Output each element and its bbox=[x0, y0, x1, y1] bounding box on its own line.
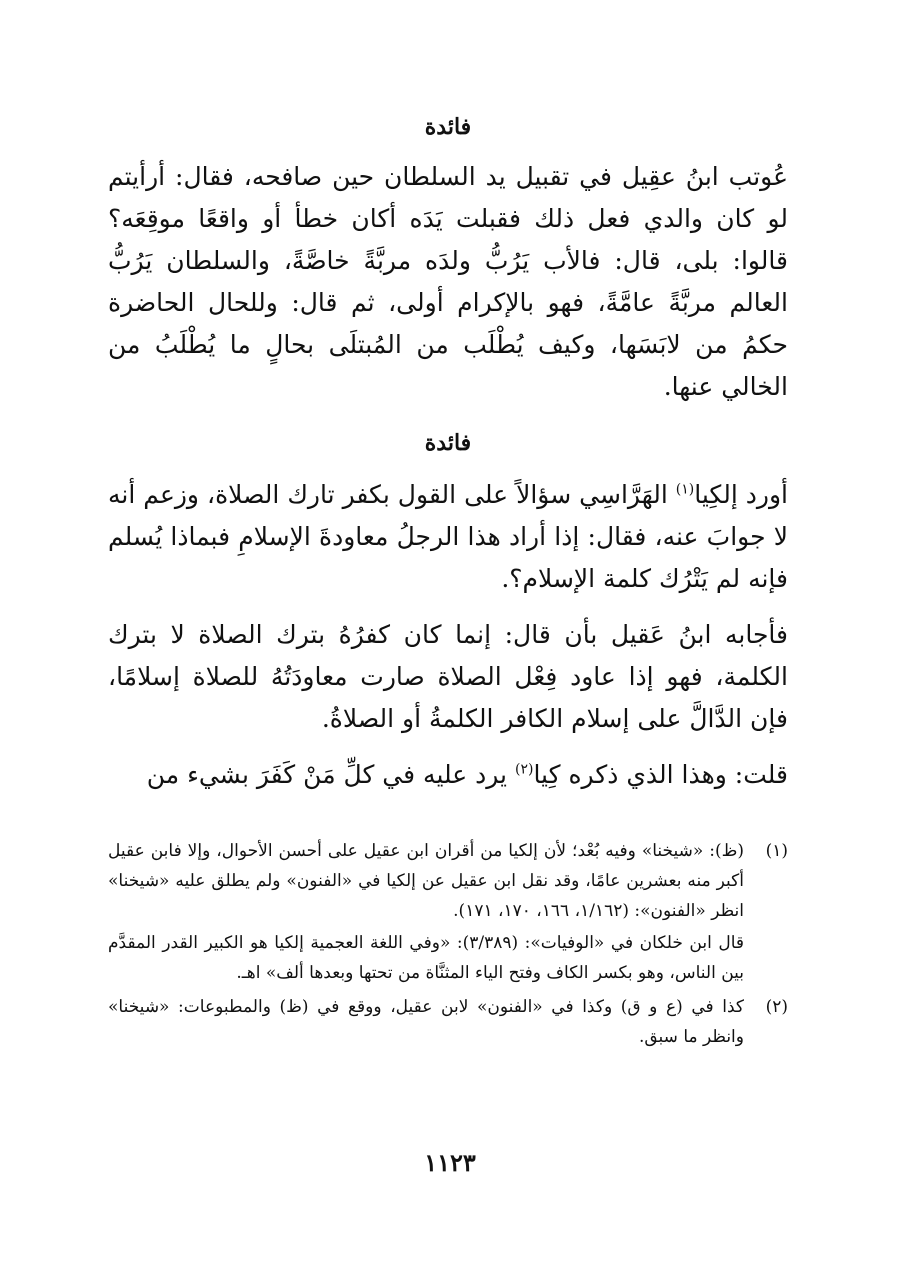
footnote-body bbox=[108, 992, 744, 1052]
footnote-ref-2: (٢) bbox=[514, 761, 534, 778]
footnote-ref-1: (١) bbox=[675, 481, 695, 498]
p3-text-start: قلت: وهذا الذي ذكره كِيا bbox=[533, 760, 788, 789]
footnote-body bbox=[108, 836, 744, 988]
paragraph-ibn-aqil-kissing-hand: عُوتب ابنُ عقِيل في تقبيل يد السلطان حين صافحه، فقال: أرأيتم لو كان والدي فعل ذلك فقبلت يَدَه أكان خطأ أو واقعًا موقِعَه؟ قالوا: بلى، قال: فالأب يَرُبُّ ولدَه مربَّةً خاصَّةً، والسلطان يَرُبُّ العالم مربَّةً عامَّةً، فهو بالإكرام أولى، ثم قال: وللحال الحاضرة حكمُ من لابَسَها، وكيف يُطْلَب من المُبتلَى بحالٍ ما يُطْلَبُ من الخالي عنها. bbox=[108, 162, 788, 401]
p3-text-end: يرد عليه في كلِّ مَنْ كَفَرَ بشيء من bbox=[146, 760, 515, 789]
book-page bbox=[108, 108, 788, 1056]
paragraph-ilkiya-question bbox=[108, 474, 788, 600]
footnote-number: (١) bbox=[765, 841, 788, 861]
paragraph-author-comment bbox=[108, 754, 788, 796]
section-heading-1: فائدة bbox=[424, 114, 472, 140]
paragraph-ibn-aqil-answer: فأجابه ابنُ عَقيل بأن قال: إنما كان كفرُهُ بترك الصلاة لا بترك الكلمة، فهو إذا عاود فِعْل الصلاة صارت معاودَتُهُ للصلاة إسلامًا، فإن الدَّالَّ على إسلام الكافر الكلمةُ أو الصلاةُ. bbox=[108, 620, 788, 733]
footnote-number: (٢) bbox=[765, 997, 788, 1017]
section-heading-2: فائدة bbox=[424, 430, 472, 456]
footnotes bbox=[108, 836, 788, 1052]
footnote-text: كذا في (ع و ق) وكذا في «الفنون» لابن عقيل، ووقع في (ظ) والمطبوعات: «شيخنا» وانظر ما سبق. bbox=[108, 997, 744, 1047]
page-number: ١١٢٣ bbox=[424, 1148, 476, 1177]
footnote-1 bbox=[108, 836, 788, 988]
footnote-2 bbox=[108, 992, 788, 1052]
footnote-continuation: قال ابن خلكان في «الوفيات»: (٣/٣٨٩): «وفي اللغة العجمية إلكيا هو الكبير القدر المقدَّم بين الناس، وهو بكسر الكاف وفتح الياء المثنَّاة من تحتها وبعدها ألف» اهـ. bbox=[108, 933, 744, 983]
p1-text-end: الهَرَّاسِي سؤالاً على القول بكفر تارك الصلاة، وزعم أنه لا جوابَ عنه، فقال: إذا أراد هذا الرجلُ معاودةَ الإسلامِ فبماذا يُسلم فإنه لم يَتْرُك كلمة الإسلام؟. bbox=[108, 480, 788, 593]
footnote-text: (ظ): «شيخنا» وفيه بُعْد؛ لأن إلكيا من أقران ابن عقيل على أحسن الأحوال، وإلا فابن عقيل أكبر منه بعشرين عامًا، وقد نقل ابن عقيل عن إلكيا في «الفنون» ولم يطلق عليه «شيخنا» انظر «الفنون»: (١/١٦٢، ١٦٦، ١٧٠، ١٧١). bbox=[108, 841, 744, 921]
p1-text-start: أورد إلكِيا bbox=[694, 480, 789, 509]
